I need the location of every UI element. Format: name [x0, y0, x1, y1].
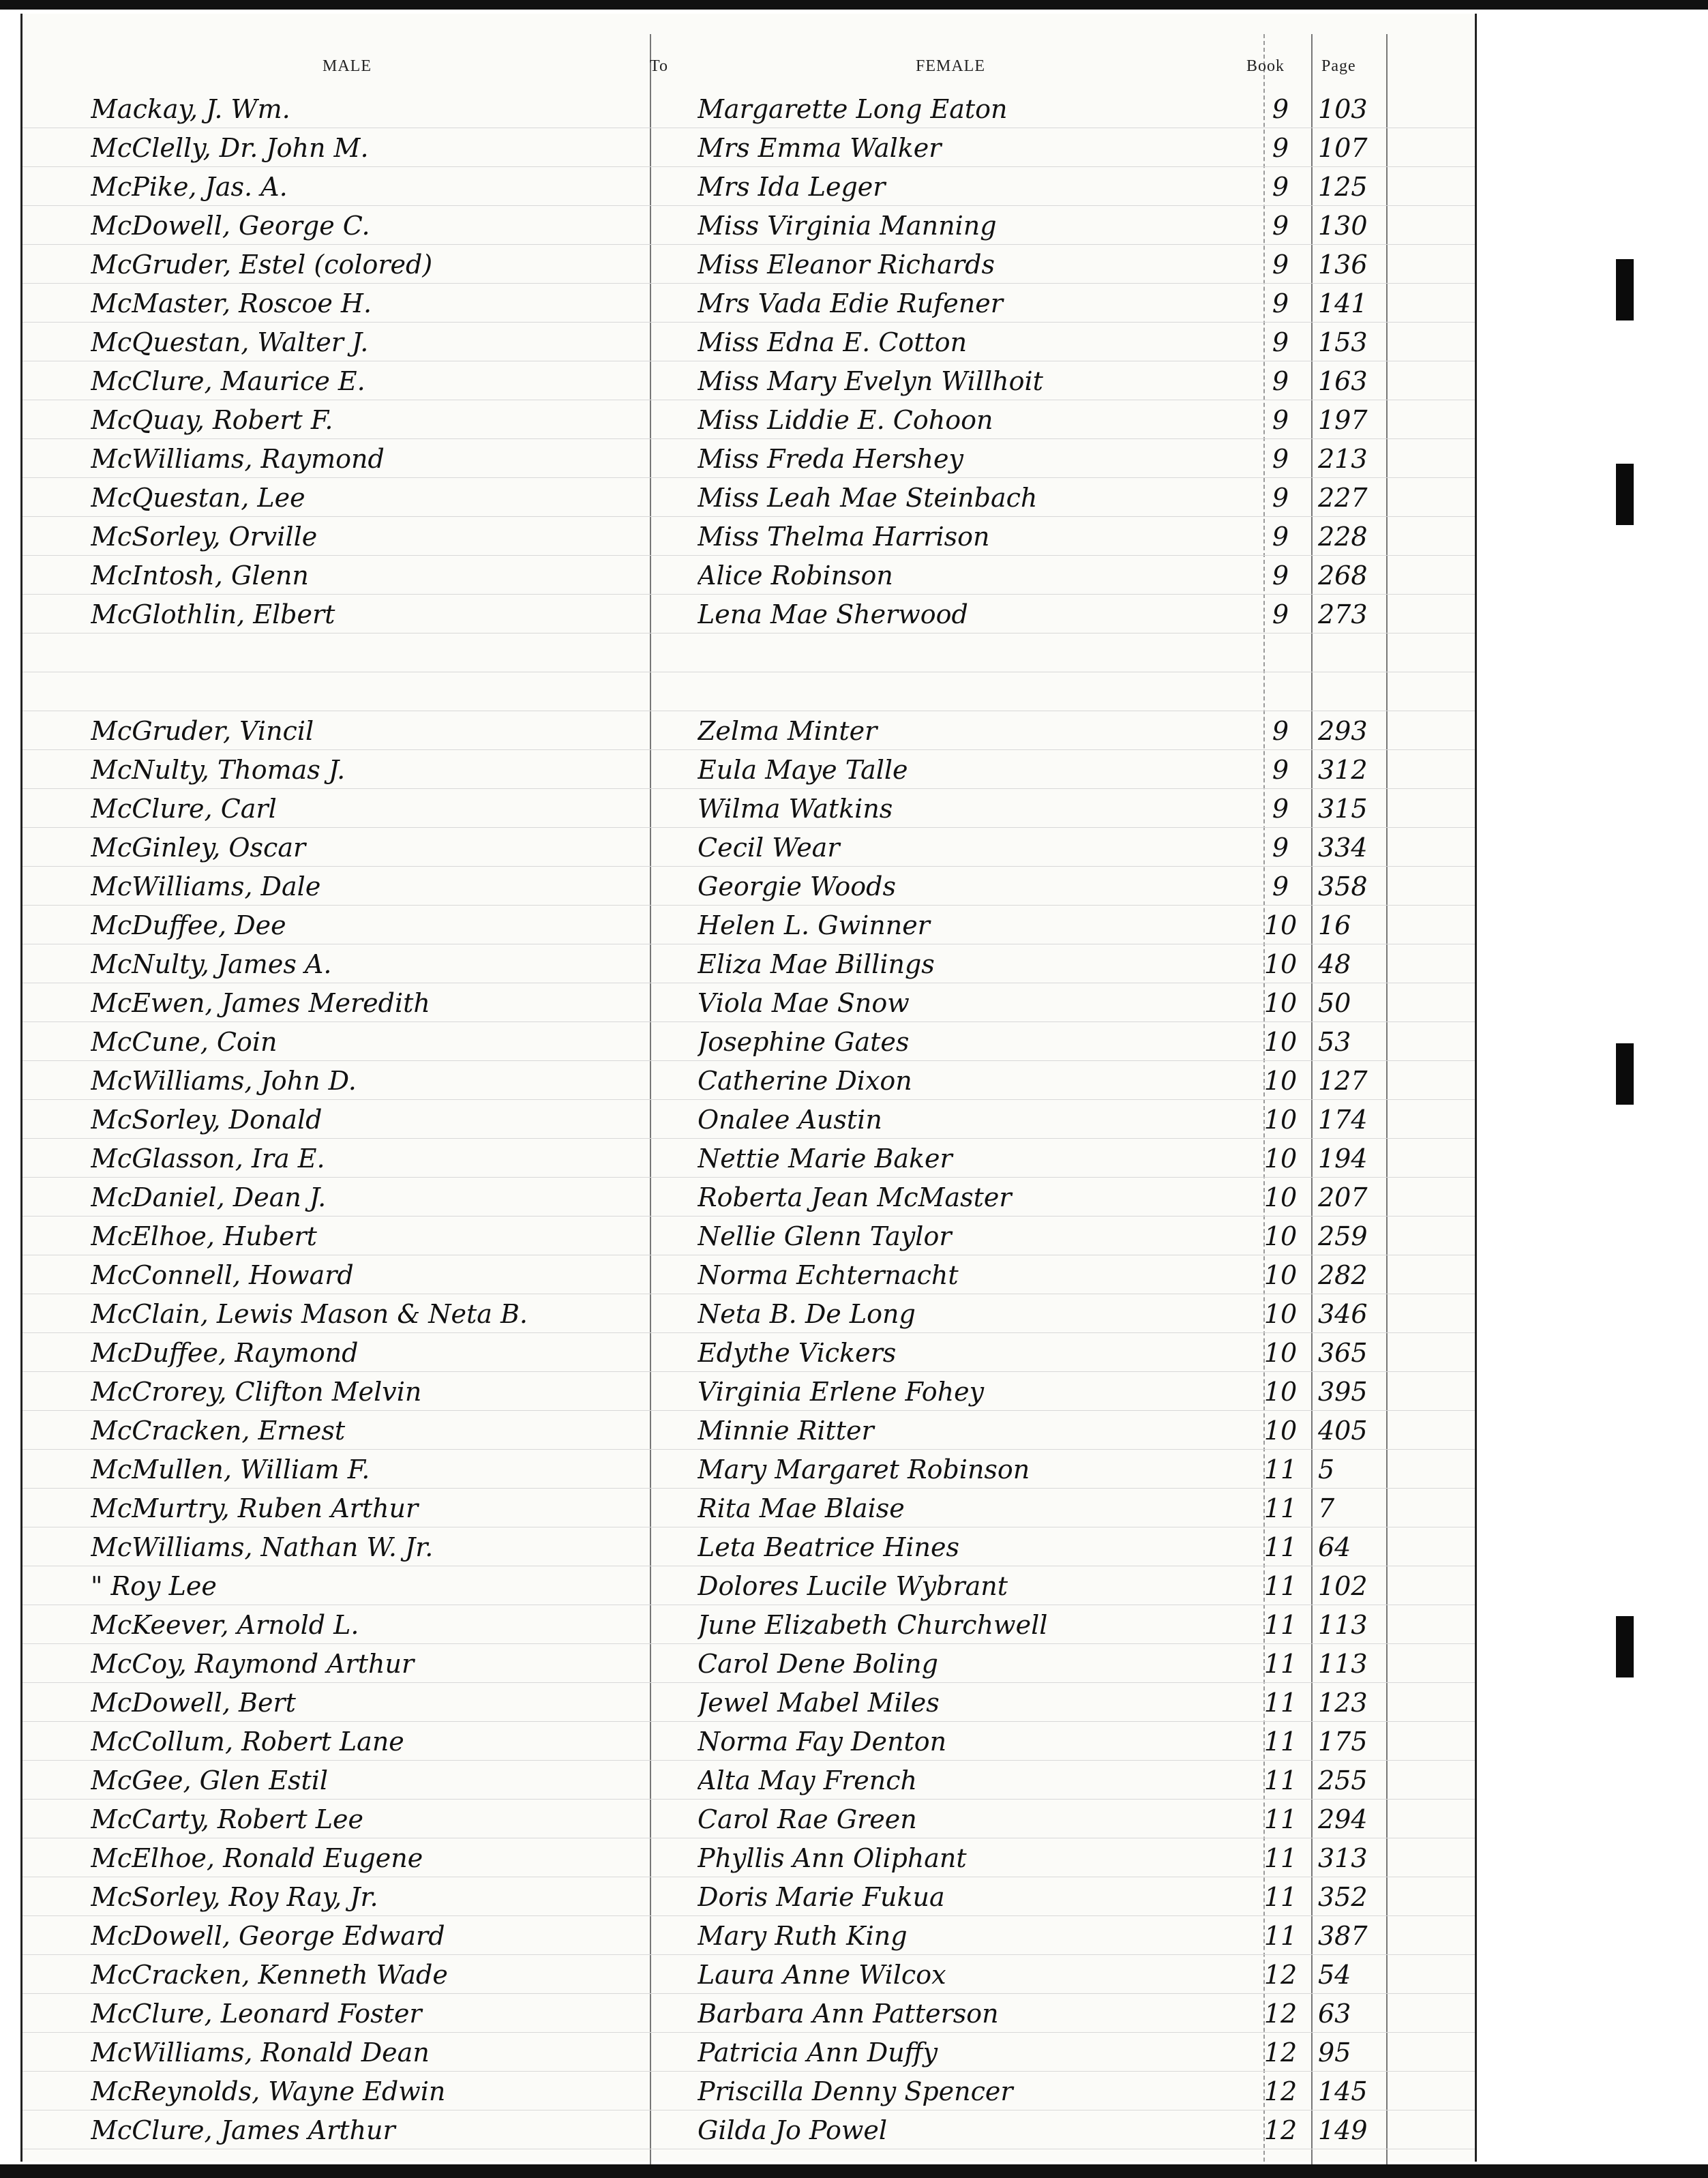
female-name: Barbara Ann Patterson: [698, 1999, 999, 2029]
book-number: 10: [1263, 1105, 1298, 1135]
register-row: [23, 1060, 1475, 1100]
register-row: [23, 1566, 1475, 1605]
female-name: Alta May French: [698, 1765, 917, 1795]
male-name: McDuffee, Raymond: [91, 1338, 359, 1368]
female-name: Nettie Marie Baker: [698, 1144, 953, 1174]
male-name: McClure, Carl: [91, 794, 277, 824]
female-name: Zelma Minter: [698, 716, 878, 746]
register-row: [23, 1643, 1475, 1683]
page-number: 294: [1318, 1804, 1368, 1834]
book-number: 10: [1263, 949, 1298, 979]
scan-bottom-edge: [0, 2164, 1708, 2178]
register-row: [23, 1605, 1475, 1644]
female-name: Minnie Ritter: [698, 1416, 874, 1446]
register-row: [23, 749, 1475, 789]
page-number: 149: [1318, 2115, 1368, 2145]
register-row: [23, 400, 1475, 439]
page-number: 213: [1318, 444, 1368, 474]
page-number: 175: [1318, 1727, 1368, 1757]
register-row: [23, 1721, 1475, 1761]
register-row: [23, 283, 1475, 323]
register-row: [23, 866, 1475, 906]
page-number: 259: [1318, 1221, 1368, 1251]
register-row: [23, 477, 1475, 517]
page-number: 145: [1318, 2076, 1368, 2106]
book-number: 9: [1272, 405, 1289, 435]
page-number: 405: [1318, 1416, 1368, 1446]
female-name: Nellie Glenn Taylor: [698, 1221, 952, 1251]
female-name: Dolores Lucile Wybrant: [698, 1571, 1008, 1601]
male-name: Mackay, J. Wm.: [91, 94, 290, 124]
male-name: McClain, Lewis Mason & Neta B.: [91, 1299, 528, 1329]
book-number: 9: [1272, 94, 1289, 124]
register-row: [23, 361, 1475, 400]
book-number: 11: [1263, 1493, 1298, 1523]
male-name: McIntosh, Glenn: [91, 561, 309, 591]
female-name: Leta Beatrice Hines: [698, 1532, 959, 1562]
book-number: 11: [1263, 1688, 1298, 1718]
male-name: McCollum, Robert Lane: [91, 1727, 404, 1757]
book-number: 9: [1272, 172, 1289, 202]
register-row: [23, 905, 1475, 944]
page-number: 282: [1318, 1260, 1368, 1290]
register-row: [23, 2071, 1475, 2110]
female-name: Neta B. De Long: [698, 1299, 916, 1329]
book-number: 12: [1263, 1960, 1298, 1990]
male-name: McDowell, Bert: [91, 1688, 296, 1718]
male-name: McKeever, Arnold L.: [91, 1610, 359, 1640]
male-name: McWilliams, John D.: [91, 1066, 357, 1096]
female-name: Virginia Erlene Fohey: [698, 1377, 985, 1407]
female-name: Rita Mae Blaise: [698, 1493, 905, 1523]
male-name: McElhoe, Hubert: [91, 1221, 317, 1251]
register-row: [23, 1099, 1475, 1139]
male-name: " Roy Lee: [91, 1571, 217, 1601]
male-name: McGlasson, Ira E.: [91, 1144, 325, 1174]
male-name: McWilliams, Raymond: [91, 444, 385, 474]
page-number: 113: [1318, 1649, 1368, 1679]
book-number: 11: [1263, 1921, 1298, 1951]
register-row: [23, 1488, 1475, 1527]
female-name: Miss Mary Evelyn Willhoit: [698, 366, 1043, 396]
page-number: 153: [1318, 327, 1368, 357]
male-name: McReynolds, Wayne Edwin: [91, 2076, 446, 2106]
female-name: Carol Dene Boling: [698, 1649, 938, 1679]
register-row: [23, 89, 1475, 128]
book-number: 9: [1272, 288, 1289, 318]
register-row: [23, 2032, 1475, 2072]
page-number: 312: [1318, 755, 1368, 785]
female-name: Viola Mae Snow: [698, 988, 910, 1018]
page-number: 50: [1318, 988, 1351, 1018]
female-name: Doris Marie Fukua: [698, 1882, 945, 1912]
male-name: McGinley, Oscar: [91, 833, 306, 863]
page-number: 387: [1318, 1921, 1368, 1951]
page-number: 395: [1318, 1377, 1368, 1407]
register-row: [23, 1877, 1475, 1916]
page-number: 358: [1318, 871, 1368, 901]
register-row: [23, 128, 1475, 167]
female-name: Laura Anne Wilcox: [698, 1960, 946, 1990]
female-name: Gilda Jo Powel: [698, 2115, 887, 2145]
female-name: Lena Mae Sherwood: [698, 599, 968, 629]
female-name: Josephine Gates: [698, 1027, 910, 1057]
male-name: McClure, Maurice E.: [91, 366, 365, 396]
book-number: 11: [1263, 1804, 1298, 1834]
male-name: McMaster, Roscoe H.: [91, 288, 372, 318]
book-number: 10: [1263, 1416, 1298, 1446]
book-number: 9: [1272, 794, 1289, 824]
female-name: Mary Ruth King: [698, 1921, 908, 1951]
page-number: 207: [1318, 1182, 1368, 1212]
register-row: [23, 166, 1475, 206]
register-row: [23, 244, 1475, 284]
page-number: 107: [1318, 133, 1368, 163]
header-to: To: [650, 57, 668, 75]
female-name: Miss Freda Hershey: [698, 444, 963, 474]
page-number: 197: [1318, 405, 1368, 435]
register-row: [23, 1371, 1475, 1411]
male-name: McDowell, George Edward: [91, 1921, 445, 1951]
register-row: [23, 1294, 1475, 1333]
male-name: McClure, Leonard Foster: [91, 1999, 422, 2029]
male-name: McPike, Jas. A.: [91, 172, 288, 202]
register-row: [23, 1838, 1475, 1877]
register-row: [23, 1682, 1475, 1722]
female-name: Mrs Emma Walker: [698, 133, 942, 163]
page-number: 174: [1318, 1105, 1368, 1135]
male-name: McQuestan, Lee: [91, 483, 305, 513]
female-name: Miss Liddie E. Cohoon: [698, 405, 993, 435]
male-name: McGruder, Vincil: [91, 716, 314, 746]
book-number: 11: [1263, 1727, 1298, 1757]
male-name: McMurtry, Ruben Arthur: [91, 1493, 419, 1523]
book-number: 11: [1263, 1610, 1298, 1640]
register-row: [23, 1915, 1475, 1955]
page-number: 227: [1318, 483, 1368, 513]
male-name: McWilliams, Dale: [91, 871, 321, 901]
male-name: McWilliams, Ronald Dean: [91, 2038, 430, 2068]
male-name: McSorley, Donald: [91, 1105, 323, 1135]
register-row: [23, 1993, 1475, 2033]
register-row: [23, 1138, 1475, 1178]
female-name: Mrs Ida Leger: [698, 172, 886, 202]
book-number: 11: [1263, 1571, 1298, 1601]
binder-tab: [1616, 259, 1634, 320]
page-number: 273: [1318, 599, 1368, 629]
male-name: McConnell, Howard: [91, 1260, 354, 1290]
book-number: 11: [1263, 1649, 1298, 1679]
female-name: Catherine Dixon: [698, 1066, 912, 1096]
page-number: 54: [1318, 1960, 1351, 1990]
book-number: 9: [1272, 211, 1289, 241]
male-name: McElhoe, Ronald Eugene: [91, 1843, 423, 1873]
female-name: Alice Robinson: [698, 561, 893, 591]
female-name: Norma Fay Denton: [698, 1727, 947, 1757]
binder-tab: [1616, 464, 1634, 525]
register-row: [23, 438, 1475, 478]
page-number: 102: [1318, 1571, 1368, 1601]
female-name: Georgie Woods: [698, 871, 896, 901]
header-female: FEMALE: [916, 57, 985, 75]
header-male: MALE: [323, 57, 372, 75]
female-name: Wilma Watkins: [698, 794, 893, 824]
register-row: [23, 672, 1475, 711]
register-row: [23, 1255, 1475, 1294]
register-row: [23, 1177, 1475, 1217]
page-number: 334: [1318, 833, 1368, 863]
register-row: [23, 1216, 1475, 1255]
register-row: [23, 711, 1475, 750]
page-number: 7: [1318, 1493, 1335, 1523]
book-number: 11: [1263, 1765, 1298, 1795]
female-name: Edythe Vickers: [698, 1338, 897, 1368]
page-number: 313: [1318, 1843, 1368, 1873]
female-name: Jewel Mabel Miles: [698, 1688, 940, 1718]
register-row: [23, 1954, 1475, 1994]
page-number: 163: [1318, 366, 1368, 396]
book-number: 9: [1272, 522, 1289, 552]
male-name: McCracken, Ernest: [91, 1416, 346, 1446]
page-number: 48: [1318, 949, 1351, 979]
book-number: 10: [1263, 1027, 1298, 1057]
male-name: McSorley, Roy Ray, Jr.: [91, 1882, 378, 1912]
book-number: 9: [1272, 599, 1289, 629]
male-name: McCoy, Raymond Arthur: [91, 1649, 415, 1679]
page-number: 228: [1318, 522, 1368, 552]
female-name: June Elizabeth Churchwell: [698, 1610, 1048, 1640]
register-row: [23, 944, 1475, 983]
female-name: Patricia Ann Duffy: [698, 2038, 938, 2068]
register-row: [23, 322, 1475, 361]
book-number: 10: [1263, 910, 1298, 940]
female-name: Margarette Long Eaton: [698, 94, 1008, 124]
book-number: 9: [1272, 133, 1289, 163]
page-number: 53: [1318, 1027, 1351, 1057]
female-name: Miss Edna E. Cotton: [698, 327, 968, 357]
register-sheet: [20, 14, 1477, 2162]
book-number: 11: [1263, 1455, 1298, 1485]
page-number: 63: [1318, 1999, 1351, 2029]
page-number: 95: [1318, 2038, 1351, 2068]
female-name: Priscilla Denny Spencer: [698, 2076, 1013, 2106]
female-name: Roberta Jean McMaster: [698, 1182, 1012, 1212]
male-name: McGlothlin, Elbert: [91, 599, 335, 629]
male-name: McCracken, Kenneth Wade: [91, 1960, 448, 1990]
male-name: McMullen, William F.: [91, 1455, 370, 1485]
female-name: Eliza Mae Billings: [698, 949, 935, 979]
male-name: McClure, James Arthur: [91, 2115, 395, 2145]
page-number: 113: [1318, 1610, 1368, 1640]
book-number: 10: [1263, 988, 1298, 1018]
book-number: 9: [1272, 833, 1289, 863]
female-name: Mary Margaret Robinson: [698, 1455, 1030, 1485]
page-number: 268: [1318, 561, 1368, 591]
register-row: [23, 788, 1475, 828]
page-number: 136: [1318, 250, 1368, 280]
female-name: Cecil Wear: [698, 833, 840, 863]
book-number: 9: [1272, 561, 1289, 591]
page-number: 103: [1318, 94, 1368, 124]
book-number: 9: [1272, 250, 1289, 280]
header-page: Page: [1321, 57, 1356, 75]
page-number: 123: [1318, 1688, 1368, 1718]
book-number: 12: [1263, 2115, 1298, 2145]
page-number: 125: [1318, 172, 1368, 202]
book-number: 10: [1263, 1260, 1298, 1290]
male-name: McQuestan, Walter J.: [91, 327, 369, 357]
book-number: 10: [1263, 1144, 1298, 1174]
book-number: 10: [1263, 1338, 1298, 1368]
register-row: [23, 1332, 1475, 1372]
book-number: 12: [1263, 2076, 1298, 2106]
page-number: 141: [1318, 288, 1368, 318]
book-number: 9: [1272, 327, 1289, 357]
male-name: McQuay, Robert F.: [91, 405, 333, 435]
female-name: Carol Rae Green: [698, 1804, 917, 1834]
book-number: 9: [1272, 366, 1289, 396]
register-row: [23, 1021, 1475, 1061]
register-row: [23, 205, 1475, 245]
male-name: McCrorey, Clifton Melvin: [91, 1377, 422, 1407]
book-number: 12: [1263, 2038, 1298, 2068]
female-name: Miss Eleanor Richards: [698, 250, 995, 280]
male-name: McDuffee, Dee: [91, 910, 286, 940]
register-row: [23, 594, 1475, 633]
page-number: 346: [1318, 1299, 1368, 1329]
register-row: [23, 633, 1475, 672]
male-name: McNulty, James A.: [91, 949, 332, 979]
book-number: 9: [1272, 716, 1289, 746]
book-number: 11: [1263, 1882, 1298, 1912]
header-book: Book: [1246, 57, 1285, 75]
female-name: Miss Thelma Harrison: [698, 522, 990, 552]
female-name: Miss Virginia Manning: [698, 211, 997, 241]
page-number: 130: [1318, 211, 1368, 241]
male-name: McDaniel, Dean J.: [91, 1182, 327, 1212]
register-row: [23, 1527, 1475, 1566]
page-number: 315: [1318, 794, 1368, 824]
page-number: 16: [1318, 910, 1351, 940]
page-number: 365: [1318, 1338, 1368, 1368]
male-name: McEwen, James Meredith: [91, 988, 430, 1018]
book-number: 10: [1263, 1377, 1298, 1407]
register-row: [23, 1449, 1475, 1489]
register-row: [23, 827, 1475, 867]
male-name: McClelly, Dr. John M.: [91, 133, 369, 163]
female-name: Eula Maye Talle: [698, 755, 908, 785]
book-number: 10: [1263, 1299, 1298, 1329]
page-number: 194: [1318, 1144, 1368, 1174]
male-name: McWilliams, Nathan W. Jr.: [91, 1532, 434, 1562]
female-name: Miss Leah Mae Steinbach: [698, 483, 1038, 513]
page-number: 255: [1318, 1765, 1368, 1795]
book-number: 9: [1272, 755, 1289, 785]
male-name: McSorley, Orville: [91, 522, 318, 552]
book-number: 10: [1263, 1182, 1298, 1212]
page-number: 127: [1318, 1066, 1368, 1096]
register-row: [23, 516, 1475, 556]
register-row: [23, 983, 1475, 1022]
register-row: [23, 1410, 1475, 1450]
book-number: 12: [1263, 1999, 1298, 2029]
female-name: Mrs Vada Edie Rufener: [698, 288, 1003, 318]
binder-tab: [1616, 1043, 1634, 1105]
page-number: 64: [1318, 1532, 1351, 1562]
female-name: Helen L. Gwinner: [698, 910, 930, 940]
male-name: McDowell, George C.: [91, 211, 370, 241]
male-name: McGee, Glen Estil: [91, 1765, 329, 1795]
page-number: 5: [1318, 1455, 1335, 1485]
book-number: 11: [1263, 1532, 1298, 1562]
book-number: 9: [1272, 444, 1289, 474]
male-name: McNulty, Thomas J.: [91, 755, 346, 785]
scan-top-edge: [0, 0, 1708, 10]
male-name: McCarty, Robert Lee: [91, 1804, 363, 1834]
book-number: 9: [1272, 483, 1289, 513]
book-number: 10: [1263, 1221, 1298, 1251]
male-name: McGruder, Estel (colored): [91, 250, 433, 280]
female-name: Onalee Austin: [698, 1105, 882, 1135]
register-row: [23, 1760, 1475, 1800]
register-row: [23, 555, 1475, 595]
register-row: [23, 1799, 1475, 1838]
binder-tab: [1616, 1616, 1634, 1677]
female-name: Norma Echternacht: [698, 1260, 959, 1290]
register-row: [23, 2110, 1475, 2149]
female-name: Phyllis Ann Oliphant: [698, 1843, 967, 1873]
page-number: 352: [1318, 1882, 1368, 1912]
book-number: 11: [1263, 1843, 1298, 1873]
male-name: McCune, Coin: [91, 1027, 278, 1057]
page-number: 293: [1318, 716, 1368, 746]
book-number: 9: [1272, 871, 1289, 901]
book-number: 10: [1263, 1066, 1298, 1096]
